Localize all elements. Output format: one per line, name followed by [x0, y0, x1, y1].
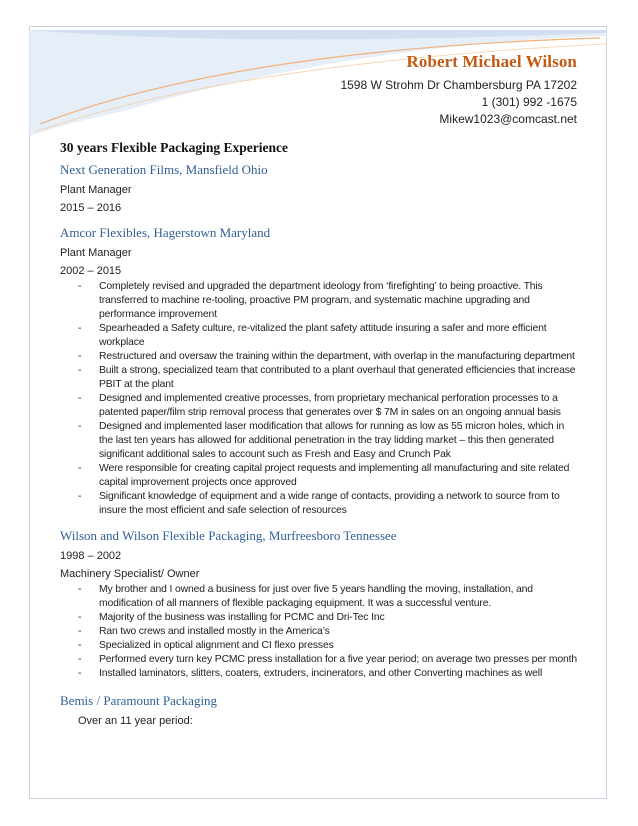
list-item: - My brother and I owned a business for just over five 5 years handling the moving, installation, and modification of all manners of flexible packaging equipment. It was a successful venture. [78, 584, 533, 609]
company-heading: Amcor Flexibles, Hagerstown Maryland [60, 225, 271, 240]
job-dates: 2002 – 2015 [60, 265, 122, 277]
list-item: - Restructured and oversaw the training within the department, with overlap in the manufacturing department [78, 351, 575, 362]
bullet-dash: - [78, 393, 82, 404]
company-heading: Next Generation Films, Mansfield Ohio [60, 162, 268, 177]
list-item: - Installed laminators, slitters, coaters, extruders, incinerators, and other Converting machines as well [78, 668, 543, 679]
bullet-dash: - [78, 491, 82, 502]
list-item: - Performed every turn key PCMC press installation for a five year period; on average two presses per month [78, 654, 578, 665]
bullet-dash: - [78, 351, 82, 362]
bullet-dash: - [78, 323, 82, 334]
list-item: - Significant knowledge of equipment and a wide range of contacts, providing a network to source from to insure the most efficient and safe selection of resources [78, 491, 560, 516]
bullet-dash: - [78, 421, 82, 432]
list-item: - Majority of the business was installing for PCMC and Dri-Tec Inc [78, 612, 385, 623]
accomplishment-list [60, 583, 580, 681]
bullet-dash: - [78, 584, 82, 595]
bullet-dash: - [78, 626, 82, 637]
bullet-dash: - [78, 365, 82, 376]
phone-number: 1 (301) 992 -1675 [481, 95, 577, 109]
accomplishment-list [60, 280, 580, 518]
email-address[interactable]: Mikew1023@comcast.net [439, 112, 577, 126]
period-note: Over an 11 year period: [78, 715, 193, 727]
resume-body [60, 140, 580, 730]
list-item: - Built a strong, specialized team that contributed to a plant overhaul that generated efficiencies that increase PBIT at the plant [78, 365, 576, 390]
bullet-dash: - [78, 463, 82, 474]
job-title: Machinery Specialist/ Owner [60, 568, 200, 580]
resume-header [340, 52, 577, 128]
list-item: - Completely revised and upgraded the department ideology from ‘firefighting’ to being proactive. This transferred to machine re-tooling, proactive PM program, and systematic machine upgrading and performance improvement [78, 281, 543, 320]
job-dates: 1998 – 2002 [60, 550, 122, 562]
company-heading: Wilson and Wilson Flexible Packaging, Murfreesboro Tennessee [60, 528, 397, 543]
list-item: - Ran two crews and installed mostly in the America’s [78, 626, 330, 637]
job-dates: 2015 – 2016 [60, 202, 122, 214]
list-item: - Designed and implemented creative processes, from proprietary mechanical perforation processes to a patented paper/film strip removal process that generates over $ 7M in sales on an ongoing annual basis [78, 393, 561, 418]
experience-summary: 30 years Flexible Packaging Experience [60, 140, 288, 155]
bullet-dash: - [78, 640, 82, 651]
bullet-dash: - [78, 281, 82, 292]
job-title: Plant Manager [60, 247, 132, 259]
bullet-dash: - [78, 654, 82, 665]
list-item: - Specialized in optical alignment and CI flexo presses [78, 640, 334, 651]
list-item: - Were responsible for creating capital project requests and implementing all manufacturing and site related capital improvement projects once approved [78, 463, 570, 488]
list-item: - Designed and implemented laser modification that allows for running as low as 55 micron holes, which in the last ten years has allowed for additional penetration in the tray lidding market – this then generated significant additional sales to account such as Fresh and Easy and Crunch Pak [78, 421, 565, 460]
bullet-dash: - [78, 612, 82, 623]
company-heading: Bemis / Paramount Packaging [60, 693, 218, 708]
bullet-dash: - [78, 668, 82, 679]
candidate-name: Robert Michael Wilson [406, 52, 577, 71]
address: 1598 W Strohm Dr Chambersburg PA 17202 [340, 78, 577, 92]
job-title: Plant Manager [60, 184, 132, 196]
list-item: - Spearheaded a Safety culture, re-vitalized the plant safety attitude insuring a safer and more efficient workplace [78, 323, 547, 348]
